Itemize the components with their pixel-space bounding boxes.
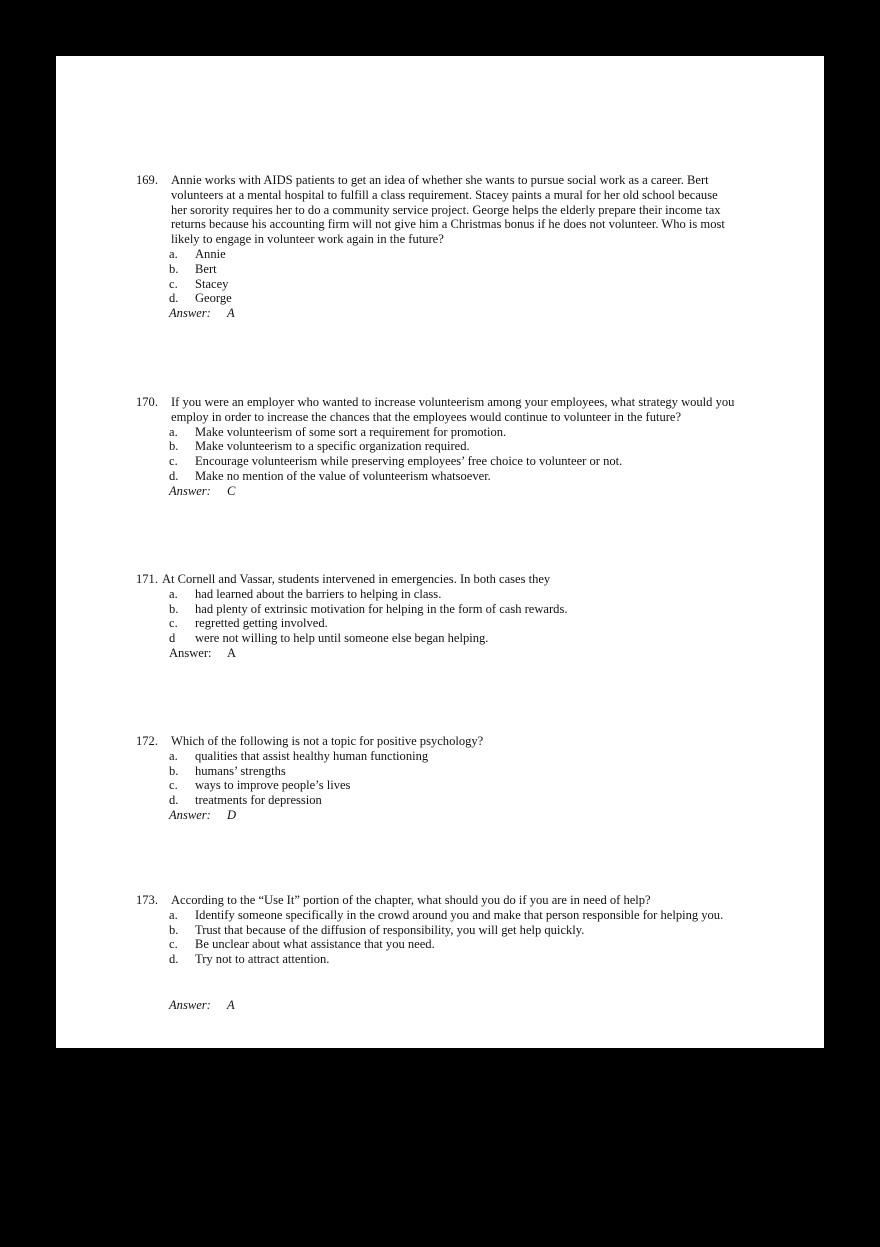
- question-header: [136, 572, 736, 587]
- option-row: [169, 778, 736, 793]
- option-text: had plenty of extrinsic motivation for helping in the form of cash rewards.: [195, 601, 568, 616]
- answer-value: A: [227, 306, 235, 321]
- option-letter: a.: [169, 907, 178, 922]
- options-list: [169, 587, 736, 646]
- question-header: [136, 893, 736, 908]
- option-row: [169, 937, 736, 952]
- option-letter: b.: [169, 261, 179, 276]
- options-list: [169, 247, 736, 306]
- answer-label: Answer:: [169, 483, 211, 498]
- option-letter: d.: [169, 793, 179, 808]
- option-text: humans’ strengths: [195, 763, 286, 778]
- option-row: [169, 469, 736, 484]
- question: [136, 173, 736, 321]
- option-letter: c.: [169, 454, 178, 469]
- option-text: Bert: [195, 261, 217, 276]
- option-letter: d.: [169, 468, 179, 483]
- question-number: 173.: [136, 893, 158, 907]
- answer-value: C: [227, 483, 236, 498]
- option-letter: a.: [169, 748, 178, 763]
- page: [56, 56, 824, 1048]
- option-text: Be unclear about what assistance that you need.: [195, 937, 435, 952]
- question-header: [136, 395, 736, 425]
- answer-line: [169, 646, 736, 661]
- option-row: [169, 602, 736, 617]
- option-row: [169, 616, 736, 631]
- option-row: [169, 587, 736, 602]
- answer-value: A: [227, 645, 237, 660]
- option-letter: c.: [169, 616, 178, 631]
- question-text: At Cornell and Vassar, students intervened in emergencies. In both cases they: [161, 572, 551, 586]
- question-header: [136, 173, 736, 247]
- option-row: [169, 923, 736, 938]
- question: [136, 734, 736, 823]
- option-letter: a.: [169, 424, 178, 439]
- option-row: [169, 793, 736, 808]
- question-number: 169.: [136, 173, 158, 187]
- option-row: [169, 291, 736, 306]
- option-row: [169, 262, 736, 277]
- question-header: [136, 734, 736, 749]
- option-letter: d.: [169, 291, 179, 306]
- answer-value: D: [227, 807, 237, 822]
- option-row: [169, 439, 736, 454]
- option-text: Annie: [195, 246, 226, 261]
- question-number: 171.: [136, 572, 158, 586]
- option-text: ways to improve people’s lives: [195, 778, 351, 793]
- option-letter: c.: [169, 276, 178, 291]
- option-text: treatments for depression: [195, 793, 322, 808]
- option-letter: c.: [169, 937, 178, 952]
- options-list: [169, 749, 736, 808]
- answer-value: A: [227, 997, 235, 1012]
- answer-label: Answer:: [169, 997, 211, 1012]
- question-text: Which of the following is not a topic for positive psychology?: [171, 734, 484, 748]
- answer-label: Answer:: [169, 306, 211, 321]
- option-text: were not willing to help until someone else began helping.: [195, 631, 489, 646]
- options-list: [169, 908, 736, 967]
- answer-line: [169, 998, 736, 1013]
- option-text: Make no mention of the value of volunteerism whatsoever.: [195, 468, 491, 483]
- option-letter: b.: [169, 601, 179, 616]
- option-row: [169, 749, 736, 764]
- option-letter: d: [169, 631, 176, 646]
- answer-line: [169, 808, 736, 823]
- option-text: qualities that assist healthy human functioning: [195, 748, 429, 763]
- question-text: Annie works with AIDS patients to get an idea of whether she wants to pursue social work as a career. Bert volunteers at a mental hospital to fulfill a class requirement. Stacey paints a mural for her old school because her sorority requires her to do a community service project. George helps the elderly prepare their income tax returns because his accounting firm will not give him a Christmas bonus if he does not volunteer. Who is most likely to engage in volunteer work again in the future?: [171, 173, 725, 247]
- option-text: had learned about the barriers to helping in class.: [195, 586, 442, 601]
- answer-label: Answer:: [169, 807, 211, 822]
- question-text: If you were an employer who wanted to increase volunteerism among your employees, what strategy would you employ in order to increase the chances that the employees would continue to volunteer in the future?: [171, 395, 735, 424]
- option-letter: b.: [169, 922, 179, 937]
- option-letter: c.: [169, 778, 178, 793]
- option-row: [169, 425, 736, 440]
- question: [136, 893, 736, 1013]
- option-row: [169, 454, 736, 469]
- question: [136, 395, 736, 499]
- option-letter: d.: [169, 952, 179, 967]
- option-text: Make volunteerism of some sort a requirement for promotion.: [195, 424, 507, 439]
- option-text: Trust that because of the diffusion of responsibility, you will get help quickly.: [195, 922, 585, 937]
- option-row: [169, 952, 736, 967]
- question-text: According to the “Use It” portion of the chapter, what should you do if you are in need of help?: [171, 893, 651, 907]
- question-number: 172.: [136, 734, 158, 748]
- option-row: [169, 764, 736, 779]
- option-row: [169, 631, 736, 646]
- option-row: [169, 247, 736, 262]
- option-text: regretted getting involved.: [195, 616, 328, 631]
- question: [136, 572, 736, 661]
- option-text: Identify someone specifically in the crowd around you and make that person responsible for helping you.: [195, 907, 724, 922]
- option-text: Try not to attract attention.: [195, 952, 330, 967]
- answer-line: [169, 484, 736, 499]
- option-text: Make volunteerism to a specific organization required.: [195, 439, 470, 454]
- options-list: [169, 425, 736, 484]
- option-text: Encourage volunteerism while preserving employees’ free choice to volunteer or not.: [195, 454, 623, 469]
- option-row: [169, 908, 736, 923]
- option-text: Stacey: [195, 276, 229, 291]
- option-letter: b.: [169, 439, 179, 454]
- option-text: George: [195, 291, 232, 306]
- option-letter: a.: [169, 246, 178, 261]
- option-row: [169, 277, 736, 292]
- answer-line: [169, 306, 736, 321]
- answer-label: Answer:: [169, 645, 212, 660]
- option-letter: a.: [169, 586, 178, 601]
- question-number: 170.: [136, 395, 158, 409]
- option-letter: b.: [169, 763, 179, 778]
